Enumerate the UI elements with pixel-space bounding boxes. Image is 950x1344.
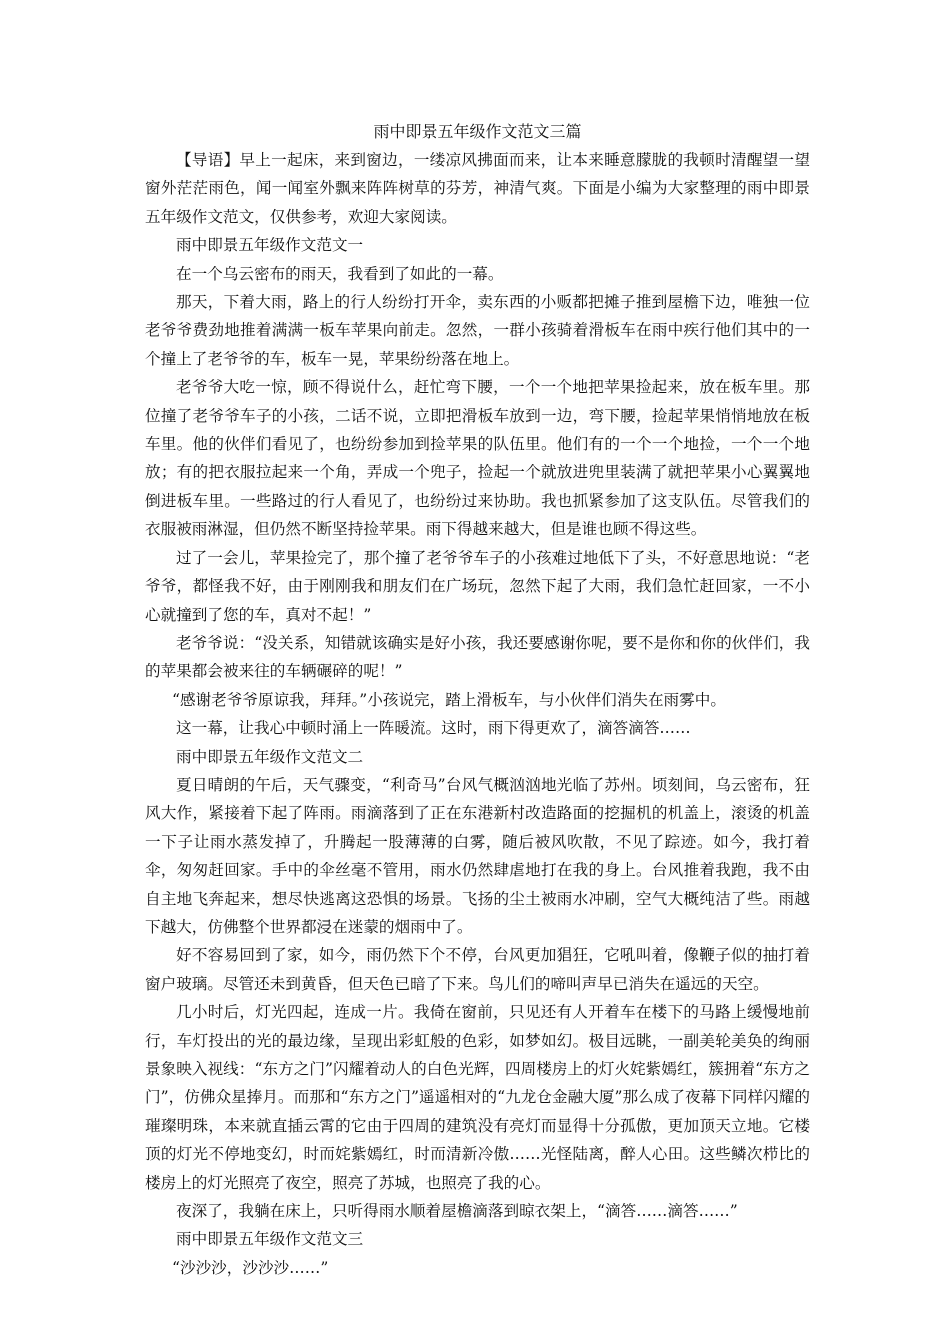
paragraph: 老爷爷大吃一惊，顾不得说什么，赶忙弯下腰，一个一个地把苹果捡起来，放在板车里。那位撞了老爷爷车子的小孩，二话不说，立即把滑板车放到一边，弯下腰，捡起苹果悄悄地放在板车里。他的伙伴们看见了，也纷纷参加到捡苹果的队伍里。他们有的一个一个地捡，一个一个地放；有的把衣服拉起来一个角，弄成一个兜子，捡起一个就放进兜里装满了就把苹果小心翼翼地倒进板车里。一些路过的行人看见了，也纷纷过来协助。我也抓紧参加了这支队伍。尽管我们的衣服被雨淋湿，但仍然不断坚持捡苹果。雨下得越来越大，但是谁也顾不得这些。: [145, 378, 810, 539]
paragraph: 那天，下着大雨，路上的行人纷纷打开伞，卖东西的小贩都把摊子推到屋檐下边，唯独一位老爷爷费劲地推着满满一板车苹果向前走。忽然，一群小孩骑着滑板车在雨中疾行他们其中的一个撞上了老爷爷的车，板车一晃，苹果纷纷落在地上。: [145, 293, 810, 368]
document-page: [145, 118, 810, 1282]
intro-paragraph: 【导语】早上一起床，来到窗边，一缕凉风拂面而来，让本来睡意朦胧的我顿时清醒望一望窗外茫茫雨色，闻一闻室外飘来阵阵树草的芬芳，神清气爽。下面是小编为大家整理的雨中即景五年级作文范文，仅供参考，欢迎大家阅读。: [145, 151, 810, 226]
paragraph: 在一个乌云密布的雨天，我看到了如此的一幕。: [176, 264, 504, 283]
section-heading-3: 雨中即景五年级作文范文三: [176, 1230, 364, 1249]
section-heading-2: 雨中即景五年级作文范文二: [176, 747, 364, 766]
document-title: 雨中即景五年级作文范文三篇: [373, 122, 582, 141]
paragraph: 过了一会儿，苹果捡完了，那个撞了老爷爷车子的小孩难过地低下了头，不好意思地说：“老爷爷，都怪我不好，由于刚刚我和朋友们在广场玩，忽然下起了大雨，我们急忙赶回家，一不小心就撞到了您的车，真对不起！”: [145, 548, 810, 624]
section-heading-1: 雨中即景五年级作文范文一: [176, 236, 364, 255]
paragraph: 这一幕，让我心中顿时涌上一阵暖流。这时，雨下得更欢了，滴答滴答……: [176, 719, 691, 738]
paragraph: “沙沙沙，沙沙沙……”: [172, 1258, 329, 1277]
paragraph: 几小时后，灯光四起，连成一片。我倚在窗前，只见还有人开着车在楼下的马路上缓慢地前行，车灯投出的光的最边缘，呈现出彩虹般的色彩，如梦如幻。极目远眺，一副美轮美奂的绚丽景象映入视线：“东方之门”闪耀着动人的白色光辉，四周楼房上的灯火姹紫嫣红，簇拥着“东方之门”，仿佛众星捧月。而那和“东方之门”遥遥相对的“九龙仓金融大厦”那么成了夜幕下同样闪耀的璀璨明珠，本来就直插云霄的它由于四周的建筑没有亮灯而显得十分孤傲，更加顶天立地。它楼顶的灯光不停地变幻，时而姹紫嫣红，时而清新冷傲……光怪陆离，醉人心田。这些鳞次栉比的楼房上的灯光照亮了夜空，照亮了苏城，也照亮了我的心。: [145, 1003, 810, 1192]
paragraph: 夏日晴朗的午后，天气骤变，“利奇马”台风气概汹汹地光临了苏州。顷刻间，乌云密布，狂风大作，紧接着下起了阵雨。雨滴落到了正在东港新村改造路面的挖掘机的机盖上，滚烫的机盖一下子让雨水蒸发掉了，升腾起一股薄薄的白雾，随后被风吹散，不见了踪迹。如今，我打着伞，匆匆赶回家。手中的伞丝毫不管用，雨水仍然肆虐地打在我的身上。台风推着我跑，我不由自主地飞奔起来，想尽快逃离这恐惧的场景。飞扬的尘土被雨水冲刷，空气大概纯洁了些。雨越下越大，仿佛整个世界都浸在迷蒙的烟雨中了。: [145, 775, 810, 936]
paragraph: “感谢老爷爷原谅我，拜拜。”小孩说完，踏上滑板车，与小伙伴们消失在雨雾中。: [172, 690, 726, 709]
paragraph: 好不容易回到了家，如今，雨仍然下个不停，台风更加猖狂，它吼叫着，像鞭子似的抽打着窗户玻璃。尽管还未到黄昏，但天色已暗了下来。鸟儿们的啼叫声早已消失在遥远的天空。: [145, 946, 810, 993]
paragraph: 夜深了，我躺在床上，只听得雨水顺着屋檐滴落到晾衣架上，“滴答……滴答……”: [176, 1202, 738, 1221]
paragraph: 老爷爷说：“没关系，知错就该确实是好小孩，我还要感谢你呢，要不是你和你的伙伴们，我的苹果都会被来往的车辆碾碎的呢！”: [145, 633, 810, 681]
